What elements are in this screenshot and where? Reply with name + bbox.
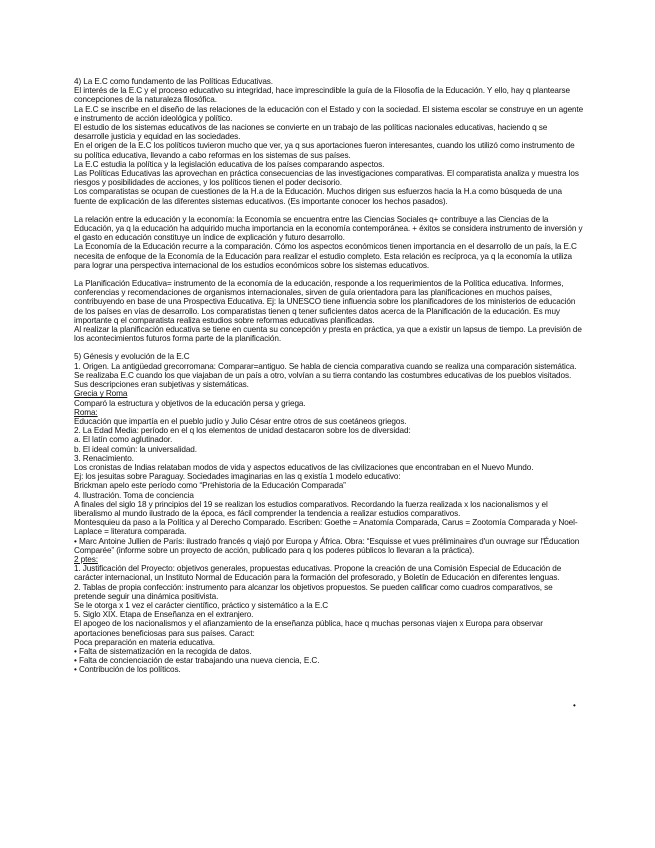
stray-bullet-icon: • [573,701,576,710]
spacer [74,206,584,215]
section5-heading: 5) Génesis y evolución de la E.C [74,352,190,362]
paragraph: A finales del siglo 18 y principios del 19 se realizan los estudios comparativos. Recordando la fuerza realizada x los nacionalismos y el liberalismo al mundo ilustrado de la época, es fácil comprender la tendencia a realizar estudios comparativos. [74,499,548,518]
paragraph: 4. Ilustración. Toma de conciencia [74,490,194,500]
planning-paragraph: La Planificación Educativa= instrumento de la economía de la educación, responde a los requerimientos de la Política educativa. Informes, conferencias y recomendaciones de organismos internacionales, sirven de guía orientadora para las planificaciones en muchos países, contribuyendo en base de una Prospectiva Educativa. Ej: la UNESCO tiene influencia sobre los planificadores de los ministerios de educación de los países en vías de desarrollo. Los comparatistas tienen q tener suficientes datos acerca de la Planificación de la educación. Es muy importante q el comparatista realiza estudios sobre reformas educativas planificadas. [74,279,576,325]
paragraph: En el origen de la E.C los políticos tuvieron mucho que ver, ya q sus aportaciones fueron interesantes, cuando los utilizó como instrumento de su política educativa, llevando a cabo reformas en los sistemas de sus países. [74,141,575,160]
list-item: • Falta de sistematización en la recogida de datos. [74,646,252,656]
paragraph: 3. Renacimiento. [74,453,134,463]
paragraph: Se realizaba E.C cuando los que viajaban de un país a otro, volvían a su tierra contando las costumbres educativas de los pueblos visitados. Sus descripciones eran subjetivas y sistemáticas. [74,370,572,390]
paragraph: 2. La Edad Media: período en el q los elementos de unidad destacaron sobre los de diversidad: [74,426,411,436]
paragraph: Ej: los jesuitas sobre Paraguay. Sociedades imaginarias en las q existía 1 modelo educativo: [74,472,401,482]
paragraph: b. El ideal común: la universalidad. [74,444,197,454]
section4-heading: 4) La E.C como fundamento de las Políticas Educativas. [74,77,273,86]
planning-paragraph: Al realizar la planificación educativa se tiene en cuenta su concepción y presta en práctica, ya que a existir un lapsus de tiempo. La previsión de los acontecimientos futuros forma parte de la planificación. [74,325,582,344]
paragraph: La E.C se inscribe en el diseño de las relaciones de la educación con el Estado y con la sociedad. El sistema escolar se construye en un agente e instrumento de acción ideológica y político. [74,104,584,123]
list-item: • Contribución de los políticos. [74,665,181,675]
paragraph: Las Políticas Educativas las aprovechan en práctica consecuencias de las investigaciones comparativas. El comparatista analiza y muestra los riesgos y posibilidades de acciones, y los políticos tienen el poder decisorio. [74,169,579,188]
paragraph: Los comparatistas se ocupan de cuestiones de la H.a de la Educación. Muchos dirigen sus esfuerzos hacia la H.a como búsqueda de una fuente de explicación de las diferentes sistemas educativos. (Es importante conocer los hechos pasados). [74,187,563,206]
paragraph: El apogeo de los nacionalismos y el afianzamiento de la enseñanza pública, hace q muchas personas viajen x Europa para observar aportaciones beneficiosas para sus países. Caract: [74,619,543,638]
paragraph: 1. Origen. La antigüedad grecorromana: Comparar=antiguo. Se habla de ciencia comparativa cuando se realiza una comparación sistemática. [74,361,577,371]
paragraph: El interés de la E.C y el proceso educativo su integridad, hace imprescindible la guía de la Filosofía de la Educación. Y ello, hay q plantearse concepciones de la naturaleza filosófica. [74,86,570,105]
paragraph: La E.C estudia la política y la legislación educativa de los países comparando aspectos. [74,159,385,169]
paragraph: Brickman apelo este período como “Prehistoria de la Educación Comparada” [74,481,346,491]
parts-label: 2 ptes: [74,554,98,564]
paragraph: El estudio de los sistemas educativos de las naciones se convierte en un trabajo de las políticas nacionales educativas, haciendo q se desarrolle justicia y equidad en las sociedades. [74,123,548,142]
paragraph: Montesquieu da paso a la Política y al Derecho Comparado. Escriben: Goethe = Anatomía Comparada, Carus = Zootomía Comparada y Noel-Laplace = literatura comparada. [74,518,578,537]
economy-paragraph: La Economía de la Educación recurre a la comparación. Cómo los aspectos económicos tienen importancia en el desarrollo de un país, la E.C necesita de enfoque de la Economía de la Educación para realizar el estudio completo. Esta relación es recíproca, ya q la economía la utiliza para lograr una perspectiva internacional de los estudios económicos sobre los sistemas educativos. [74,242,577,270]
paragraph: Comparó la estructura y objetivos de la educación persa y griega. [74,398,306,408]
economy-paragraph: La relación entre la educación y la economía: la Economía se encuentra entre las Ciencias Sociales q+ contribuye a las Ciencias de la Educación, ya q la educación ha adquirido mucha importancia en la economía contemporánea. + éxitos se considera instrumento de inversión y el gasto en educación constituye un índice de explicación y futuro desarrollo. [74,214,583,243]
paragraph: Educación que impartía en el pueblo judío y Julio César entre otros de sus coetáneos griegos. [74,416,407,426]
paragraph: Los cronistas de Indias relataban modos de vida y aspectos educativos de las civilizaciones que encontraban en el Nuevo Mundo. [74,462,534,472]
spacer [74,343,584,352]
rome-label: Roma: [74,407,98,417]
spacer [74,270,584,279]
paragraph: Se le otorga x 1 vez el carácter científico, práctico y sistemático a la E.C [74,600,329,610]
paragraph: Poca preparación en materia educativa. [74,637,215,647]
paragraph: 5. Siglo XIX. Etapa de Enseñanza en el extranjero. [74,610,254,620]
paragraph: a. El latín como aglutinador. [74,435,173,445]
paragraph: 2. Tablas de propia confección: instrumento para alcanzar los objetivos propuestos. Se pueden calificar como cuadros comparativos, se pretende seguir una dinámica positivista. [74,582,553,601]
list-item: • Falta de concienciación de estar trabajando una nueva ciencia, E.C. [74,656,320,666]
paragraph: 1. Justificación del Proyecto: objetivos generales, propuestas educativas. Propone la creación de una Comisión Especial de Educación de carácter internacional, un Instituto Normal de Educación para la formación del profesorado, y Boletín de Educación en diferentes lenguas. [74,564,562,583]
greece-rome-label: Grecia y Roma [74,389,128,399]
paragraph: • Marc Antoine Jullien de París: ilustrado francés q viajó por Europa y África. Obra: “Esquisse et vues préliminaires d'un ouvrage sur l'Éducation Comparée” (informe sobre un proyecto de acción, publicado para q los poderes públicos lo llevaran a la práctica). [74,536,580,555]
document-page [74,77,584,675]
